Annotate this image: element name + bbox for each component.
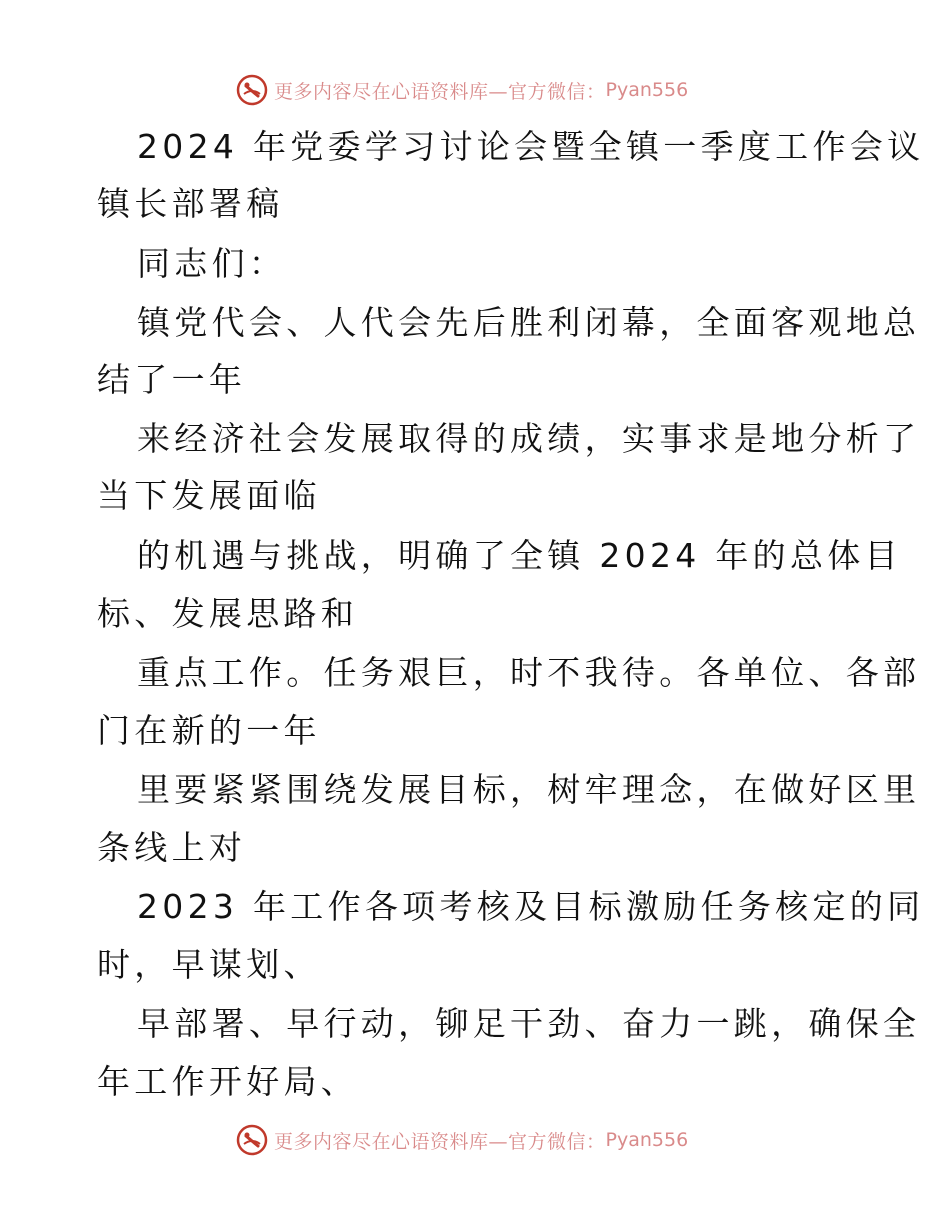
paragraph-line: 的机遇与挑战，明确了全镇 2024 年的总体目	[137, 536, 902, 575]
paragraph-line: 条线上对	[97, 828, 247, 867]
paragraph-line: 标、发展思路和	[97, 594, 359, 633]
document-title-line-2: 镇长部署稿	[97, 184, 284, 223]
book-pen-logo-icon	[236, 1124, 268, 1156]
paragraph-line: 当下发展面临	[97, 476, 321, 515]
paragraph-line: 结了一年	[97, 360, 247, 399]
watermark-footer	[236, 1123, 688, 1157]
document-title-line-1: 2024 年党委学习讨论会暨全镇一季度工作会议	[137, 127, 925, 166]
watermark-text: 更多内容尽在心语资料库—官方微信：	[274, 1130, 606, 1153]
watermark-wechat-id: Pyan556	[605, 1129, 689, 1151]
paragraph-line: 来经济社会发展取得的成绩，实事求是地分析了	[137, 419, 921, 458]
watermark-wechat-id: Pyan556	[605, 79, 689, 101]
paragraph-line: 里要紧紧围绕发展目标，树牢理念，在做好区里	[137, 770, 921, 809]
paragraph-line: 重点工作。任务艰巨，时不我待。各单位、各部	[137, 653, 921, 692]
paragraph-line: 年工作开好局、	[97, 1062, 359, 1101]
book-pen-logo-icon	[236, 74, 268, 106]
watermark-text: 更多内容尽在心语资料库—官方微信：	[274, 80, 606, 103]
watermark-header	[236, 73, 688, 107]
paragraph-line: 2023 年工作各项考核及目标激励任务核定的同	[137, 887, 925, 926]
paragraph-line: 镇党代会、人代会先后胜利闭幕，全面客观地总	[137, 303, 921, 342]
paragraph-line: 同志们：	[137, 244, 287, 283]
paragraph-line: 时，早谋划、	[97, 945, 321, 984]
paragraph-line: 早部署、早行动，铆足干劲、奋力一跳，确保全	[137, 1004, 921, 1043]
paragraph-line: 门在新的一年	[97, 711, 321, 750]
